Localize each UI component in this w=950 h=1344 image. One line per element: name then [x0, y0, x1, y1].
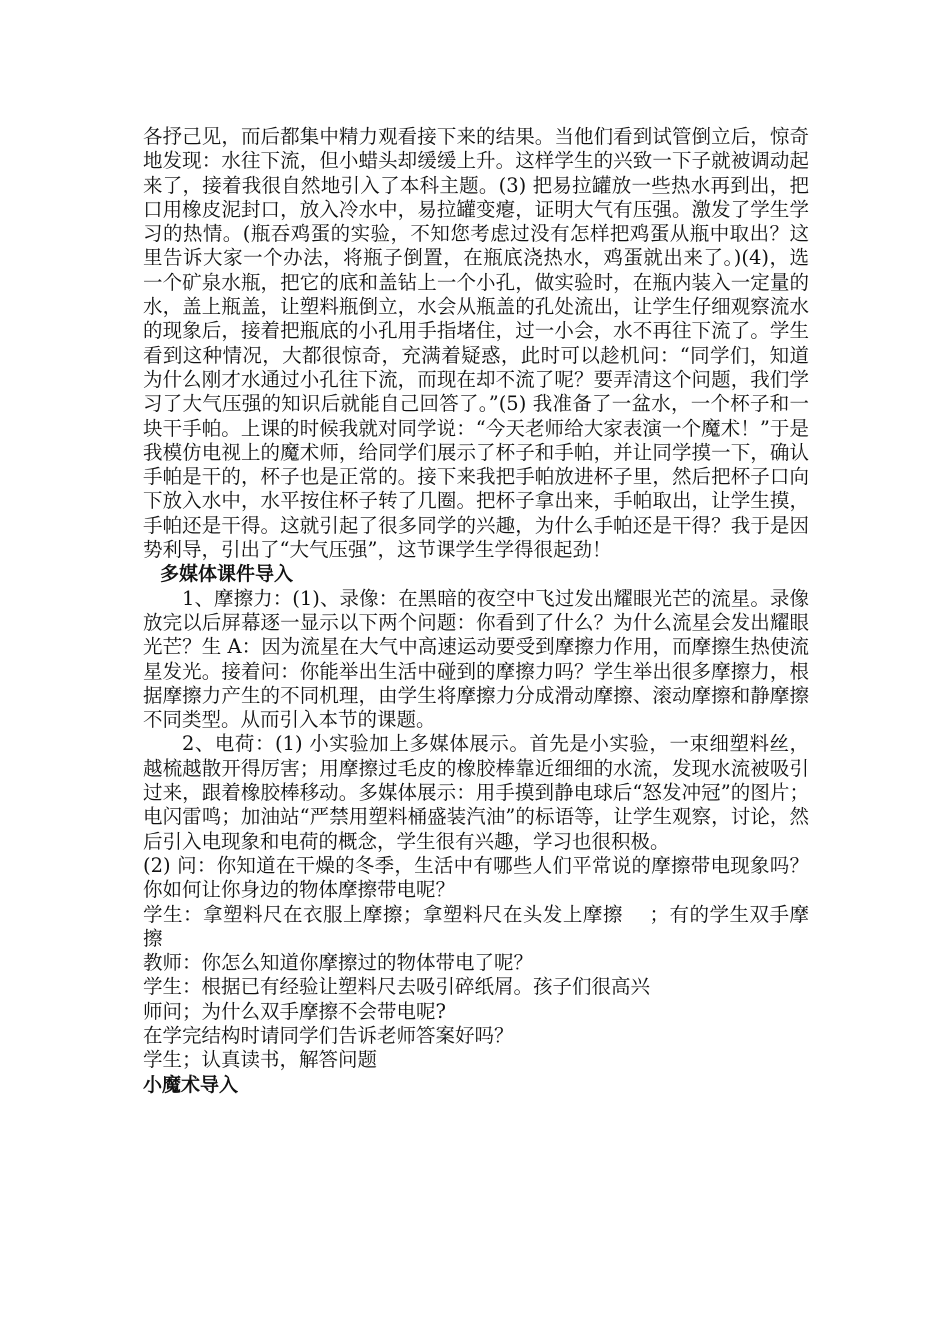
line-student-experience: 学生：根据已有经验让塑料尺去吸引碎纸屑。孩子们很高兴 — [143, 975, 651, 999]
line-student-reading: 学生；认真读书，解答问题 — [143, 1048, 378, 1072]
paragraph-charge: 2、电荷：(1) 小实验加上多媒体展示。首先是小实验，一束细塑料丝，越梳越散开得厉害；用摩擦过毛皮的橡胶棒靠近细细的水流，发现水流被吸引过来，跟着橡胶棒移动。多媒体展示：用手摸到静电球后“怒发冲冠”的图片；电闪雷鸣；加油站“严禁用塑料桶盛装汽油”的标语等，让学生观察，讨论，然后引入电现象和电荷的概念，学生很有兴趣，学习也很积极。 — [143, 732, 809, 853]
line-teacher-question: 教师：你怎么知道你摩擦过的物体带电了呢？ — [143, 951, 534, 975]
document-body — [143, 125, 809, 1097]
section-heading-magic: 小魔术导入 — [143, 1073, 239, 1096]
paragraph-experiments: 各抒己见，而后都集中精力观看接下来的结果。当他们看到试管倒立后，惊奇地发现：水往下流，但小蜡头却缓缓上升。这样学生的兴致一下子就被调动起来了，接着我很自然地引入了本科主题。(3) 把易拉罐放一些热水再到出，把口用橡皮泥封口，放入冷水中，易拉罐变瘪，证明大气有压强。激发了学生学习的热情。(瓶吞鸡蛋的实验，不知您考虑过没有怎样把鸡蛋从瓶中取出？这里告诉大家一个办法，将瓶子倒置，在瓶底浇热水，鸡蛋就出来了。)(4)，选一个矿泉水瓶，把它的底和盖钻上一个小孔，做实验时，在瓶内装入一定量的水，盖上瓶盖，让塑料瓶倒立，水会从瓶盖的孔处流出，让学生仔细观察流水的现象后，接着把瓶底的小孔用手指堵住，过一小会，水不再往下流了。学生看到这种情况，大都很惊奇，充满着疑惑，此时可以趁机问：“同学们，知道为什么刚才水通过小孔往下流，而现在却不流了呢？要弄清这个问题，我们学习了大气压强的知识后就能自己回答了。”(5) 我准备了一盆水，一个杯子和一块干手帕。上课的时候我就对同学说：“今天老师给大家表演一个魔术！”于是我模仿电视上的魔术师，给同学们展示了杯子和手帕，并让同学摸一下，确认手帕是干的，杯子也是正常的。接下来我把手帕放进杯子里，然后把杯子口向下放入水中，水平按住杯子转了几圈。把杯子拿出来，手帕取出，让学生摸，手帕还是干得。这就引起了很多同学的兴趣，为什么手帕还是干得？我于是因势利导，引出了“大气压强”，这节课学生学得很起劲！ — [143, 125, 809, 562]
line-after-structure: 在学完结构时请同学们告诉老师答案好吗？ — [143, 1023, 514, 1047]
paragraph-friction: 1、摩擦力：(1)、录像：在黑暗的夜空中飞过发出耀眼光芒的流星。录像放完以后屏幕逐一显示以下两个问题：你看到了什么？为什么流星会发出耀眼光芒？生 A：因为流星在大气中高速运动要受到摩擦力作用，而摩擦生热使流星发光。接着问：你能举出生活中碰到的摩擦力吗？学生举出很多摩擦力，根据摩擦力产生的不同机理，由学生将摩擦力分成滑动摩擦、滚动摩擦和静摩擦不同类型。从而引入本节的课题。 — [143, 586, 809, 732]
line-teacher-why: 师问；为什么双手摩擦不会带电呢? — [143, 999, 446, 1023]
section-heading-multimedia: 多媒体课件导入 — [160, 563, 294, 586]
paragraph-student-answer: 学生：拿塑料尺在衣服上摩擦；拿塑料尺在头发上摩擦 ；有的学生双手摩擦 — [143, 902, 809, 950]
paragraph-question: (2) 问：你知道在干燥的冬季，生活中有哪些人们平常说的摩擦带电现象吗？你如何让你身边的物体摩擦带电呢？ — [143, 853, 809, 902]
